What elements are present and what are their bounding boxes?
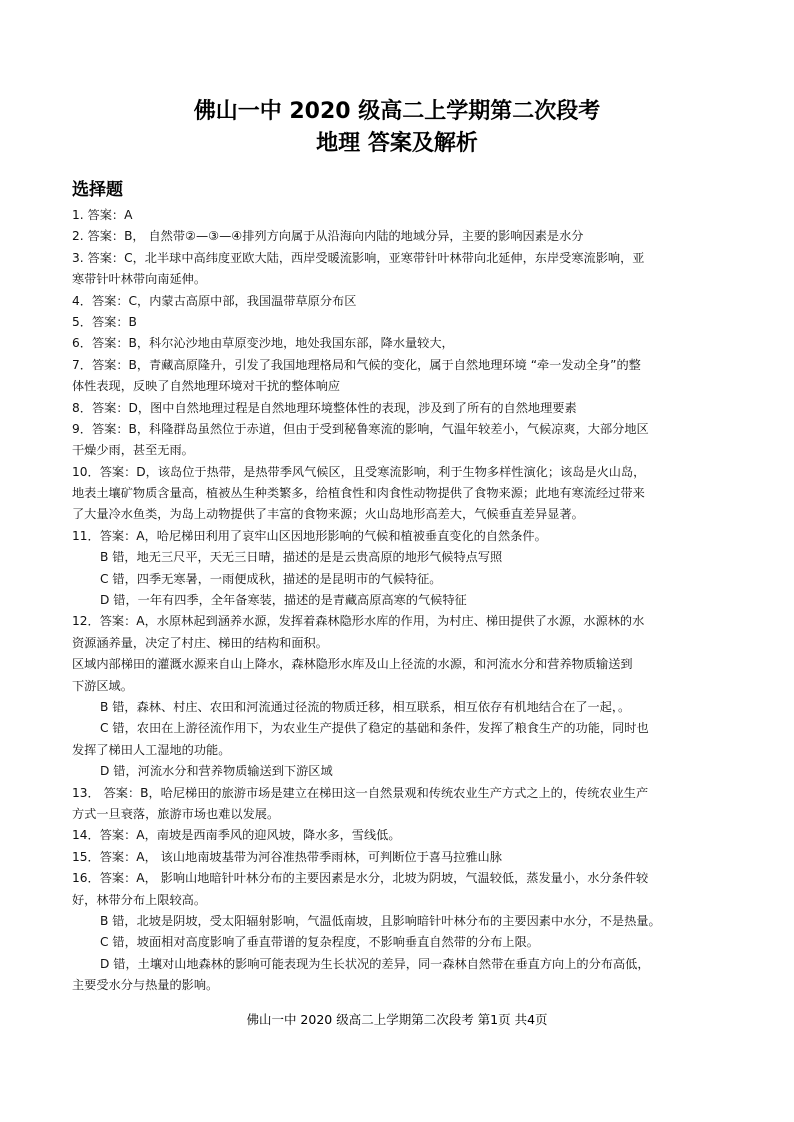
answer-line: 寒带针叶林带向南延伸。 bbox=[72, 272, 207, 287]
answer-line: 下游区域。 bbox=[72, 678, 133, 693]
answer-line: C 错，四季无寒暑，一雨便成秋，描述的是昆明市的气候特征。 bbox=[100, 571, 442, 586]
answer-line: 13． 答案：B，哈尼梯田的旅游市场是建立在梯田这一自然景观和传统农业生产方式之上的，传统农业生产 bbox=[72, 785, 649, 800]
answer-line: 区域内部梯田的灌溉水源来自山上降水，森林隐形水库及山上径流的水源，和河流水分和营养物质输送到 bbox=[72, 657, 633, 672]
answer-line: 地表土壤矿物质含量高，植被丛生种类繁多，给植食性和肉食性动物提供了食物来源；此地有寒流经过带来 bbox=[72, 486, 645, 501]
answer-line: 6．答案：B，科尔沁沙地由草原变沙地，地处我国东部，降水量较大， bbox=[72, 336, 454, 351]
answer-line: D 错，一年有四季，全年备寒装，描述的是青藏高原高寒的气候特征 bbox=[100, 593, 467, 608]
answer-line: 12．答案：A，水原林起到涵养水源，发挥着森林隐形水库的作用，为村庄、梯田提供了水源，水源林的水 bbox=[72, 614, 645, 629]
answer-line: 14．答案：A，南坡是西南季风的迎风坡，降水多，雪线低。 bbox=[72, 828, 401, 843]
answer-line: D 错，土壤对山地森林的影响可能表现为生长状况的差异，同一森林自然带在垂直方向上的分布高低， bbox=[100, 956, 650, 971]
answer-line: B 错，森林、村庄、农田和河流通过径流的物质迁移，相互联系，相互依存有机地结合在了一起，。 bbox=[100, 699, 631, 714]
answer-line: 1. 答案：A bbox=[72, 208, 133, 222]
title-block bbox=[0, 96, 794, 160]
answer-line: 方式一旦衰落，旅游市场也难以发展。 bbox=[72, 806, 280, 821]
page-footer: 佛山一中 2020 级高二上学期第二次段考 第1页 共4页 bbox=[246, 1012, 548, 1027]
document-title: 佛山一中 2020 级高二上学期第二次段考 bbox=[193, 99, 601, 124]
answer-line: 7．答案：B，青藏高原隆升，引发了我国地理格局和气候的变化，属于自然地理环境 “牵一发动全身”的整 bbox=[72, 357, 641, 372]
answer-line: D 错，河流水分和营养物质输送到下游区域 bbox=[100, 764, 333, 779]
answer-line: 了大量冷水鱼类，为岛上动物提供了丰富的食物来源；火山岛地形高差大，气候垂直差异显著。 bbox=[72, 507, 584, 522]
answer-line: 4．答案：C，内蒙古高原中部，我国温带草原分布区 bbox=[72, 293, 357, 308]
answer-line: 好，林带分布上限较高。 bbox=[72, 892, 207, 907]
answer-line: 10．答案：D，该岛位于热带，是热带季风气候区，且受寒流影响，利于生物多样性演化；该岛是火山岛， bbox=[72, 464, 646, 479]
document-subtitle: 地理 答案及解析 bbox=[316, 131, 478, 156]
answer-line: 资源涵养量，决定了村庄、梯田的结构和面积。 bbox=[72, 635, 328, 650]
answer-line: 16．答案：A， 影响山地暗针叶林分布的主要因素是水分，北坡为阴坡，气温较低，蒸发量小，水分条件较 bbox=[72, 871, 649, 886]
answer-line: 11．答案：A，哈尼梯田利用了哀牢山区因地形影响的气候和植被垂直变化的自然条件。 bbox=[72, 528, 547, 543]
answer-line: C 错，农田在上游径流作用下，为农业生产提供了稳定的基础和条件，发挥了粮食生产的功能，同时也 bbox=[100, 721, 649, 736]
answer-line: 主要受水分与热量的影响。 bbox=[72, 978, 219, 993]
answer-list bbox=[72, 205, 730, 996]
answer-line: C 错，坡面相对高度影响了垂直带谱的复杂程度，不影响垂直自然带的分布上限。 bbox=[100, 935, 539, 950]
answer-line: 体性表现，反映了自然地理环境对干扰的整体响应 bbox=[72, 379, 341, 394]
answer-line: B 错，北坡是阴坡，受太阳辐射影响，气温低南坡，且影响暗针叶林分布的主要因素中水分，不是热量。 bbox=[100, 913, 661, 928]
answer-line: 干燥少雨，甚至无雨。 bbox=[72, 443, 194, 458]
answer-line: 5．答案：B bbox=[72, 314, 137, 329]
answer-line: B 错，地无三尺平，天无三日晴，描述的是是云贵高原的地形气候特点写照 bbox=[100, 550, 503, 565]
answer-line: 2. 答案：B， 自然带②—③—④排列方向属于从沿海向内陆的地域分异，主要的影响因素是水分 bbox=[72, 229, 584, 244]
answer-line: 15．答案：A， 该山地南坡基带为河谷准热带季雨林，可判断位于喜马拉雅山脉 bbox=[72, 849, 502, 864]
answer-line: 9．答案：B，科隆群岛虽然位于赤道，但由于受到秘鲁寒流的影响，气温年较差小，气候凉爽，大部分地区 bbox=[72, 421, 649, 436]
answer-line: 发挥了梯田人工湿地的功能。 bbox=[72, 742, 231, 757]
section-heading: 选择题 bbox=[72, 180, 123, 200]
answer-line: 3. 答案：C，北半球中高纬度亚欧大陆，西岸受暖流影响，亚寒带针叶林带向北延伸，东岸受寒流影响，亚 bbox=[72, 250, 645, 265]
answer-line: 8．答案：D，图中自然地理过程是自然地理环境整体性的表现，涉及到了所有的自然地理要素 bbox=[72, 400, 577, 415]
